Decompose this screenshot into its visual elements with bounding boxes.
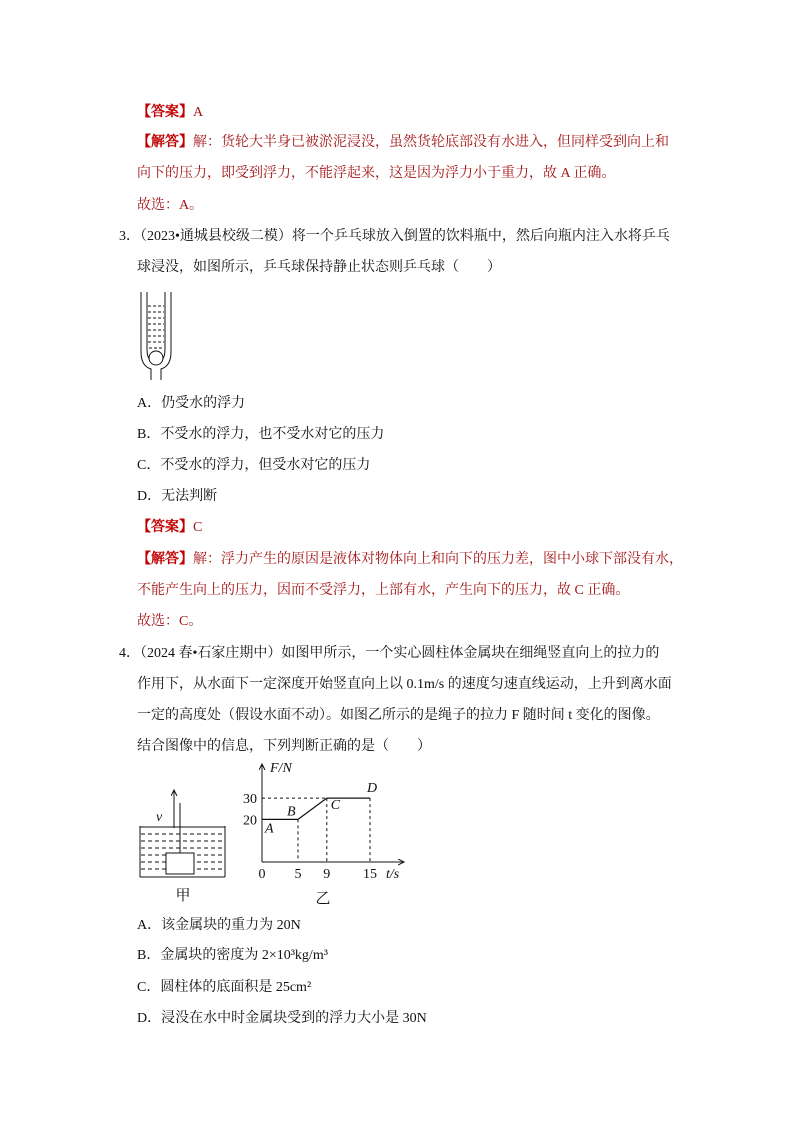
point-label-c: C — [330, 798, 341, 814]
chart-layer — [243, 761, 404, 882]
q3-explain-line-1 — [137, 550, 683, 570]
x-axis-label: t/s — [386, 867, 400, 882]
q3-option-a: A．仍受水的浮力 — [137, 396, 246, 411]
x-tick-label: 5 — [294, 867, 302, 882]
q3-explain-text-1: 解：浮力产生的原因是液体对物体向上和向下的压力差，图中小球下部没有水， — [193, 552, 683, 567]
q4-stem-line-4: 结合图像中的信息，下列判断正确的是（ ） — [137, 739, 431, 754]
q2-choose-line: 故选：A。 — [137, 198, 204, 213]
bottle-inner-wall-right — [162, 292, 165, 360]
figure-jia-caption: 甲 — [175, 888, 191, 904]
q2-explain-text-1: 解：货轮大半身已被淤泥浸没，虽然货轮底部没有水进入，但同样受到向上和 — [193, 135, 669, 150]
q2-explain-tag: 【解答】 — [137, 135, 193, 150]
q3-answer-value: C — [193, 520, 203, 535]
bottle-inner-wall-left — [147, 292, 150, 360]
point-label-b: B — [287, 804, 296, 820]
y-tick-label: 30 — [243, 792, 257, 808]
q3-option-b: B．不受水的浮力，也不受水对它的压力 — [137, 427, 385, 442]
x-tick-label: 0 — [258, 867, 266, 882]
y-axis-label: F/N — [270, 761, 292, 776]
y-tick-label: 20 — [243, 813, 257, 829]
metal-block — [166, 853, 194, 874]
q2-answer-tag: 【答案】 — [137, 105, 193, 120]
q4-option-b: B．金属块的密度为 2×10³kg/m³ — [137, 948, 328, 963]
ping-pong-ball — [149, 351, 163, 365]
bottle-outer-wall-right — [161, 292, 171, 380]
point-label-d: D — [367, 781, 378, 797]
q4-option-d: D．浸没在水中时金属块受到的浮力大小是 30N — [137, 1011, 427, 1026]
q3-option-d: D．无法判断 — [137, 489, 218, 504]
q4-stem-line-1: 4．（2024 春•石家庄期中）如图甲所示，一个实心圆柱体金属块在细绳竖直向上的拉力的 — [119, 646, 660, 661]
q3-bottle-figure — [132, 286, 182, 384]
point-label-a: A — [265, 821, 274, 837]
q2-answer-value: A — [193, 105, 204, 120]
bottle-water — [148, 306, 164, 348]
velocity-label: v — [156, 810, 163, 825]
q4-stem-line-3: 一定的高度处（假设水面不动）。如图乙所示的是绳子的拉力 F 随时间 t 变化的图像。 — [137, 708, 660, 723]
x-tick-label: 15 — [363, 867, 377, 882]
q3-stem-line-2: 球浸没，如图所示，乒乓球保持静止状态则乒乓球（ ） — [137, 260, 501, 275]
q3-answer-line — [137, 518, 202, 538]
q2-explain-line-1 — [137, 133, 669, 153]
q3-explain-line-2: 不能产生向上的压力，因而不受浮力，上部有水，产生向下的压力，故 C 正确。 — [137, 583, 630, 598]
q4-option-a: A．该金属块的重力为 20N — [137, 918, 301, 933]
q3-choose-line: 故选：C。 — [137, 614, 203, 629]
q3-answer-tag: 【答案】 — [137, 520, 193, 535]
q3-option-c: C．不受水的浮力，但受水对它的压力 — [137, 458, 371, 473]
q3-explain-tag: 【解答】 — [137, 552, 193, 567]
q2-answer-line — [137, 103, 203, 123]
series-segment — [298, 798, 327, 819]
q4-stem-line-2: 作用下，从水面下一定深度开始竖直向上以 0.1m/s 的速度匀速直线运动，上升到离水面 — [137, 677, 672, 692]
q4-option-c: C．圆柱体的底面积是 25cm² — [137, 980, 312, 995]
figure-yi-graph — [232, 756, 410, 908]
q3-stem-line-1: 3．（2023•通城县校级二模）将一个乒乓球放入倒置的饮料瓶中，然后向瓶内注入水将乒乓 — [119, 229, 670, 244]
x-tick-label: 9 — [323, 867, 331, 882]
q2-explain-line-2: 向下的压力，即受到浮力，不能浮起来，这是因为浮力小于重力，故 A 正确。 — [137, 166, 616, 181]
figure-yi-caption: 乙 — [315, 891, 331, 907]
figure-jia — [132, 780, 232, 906]
